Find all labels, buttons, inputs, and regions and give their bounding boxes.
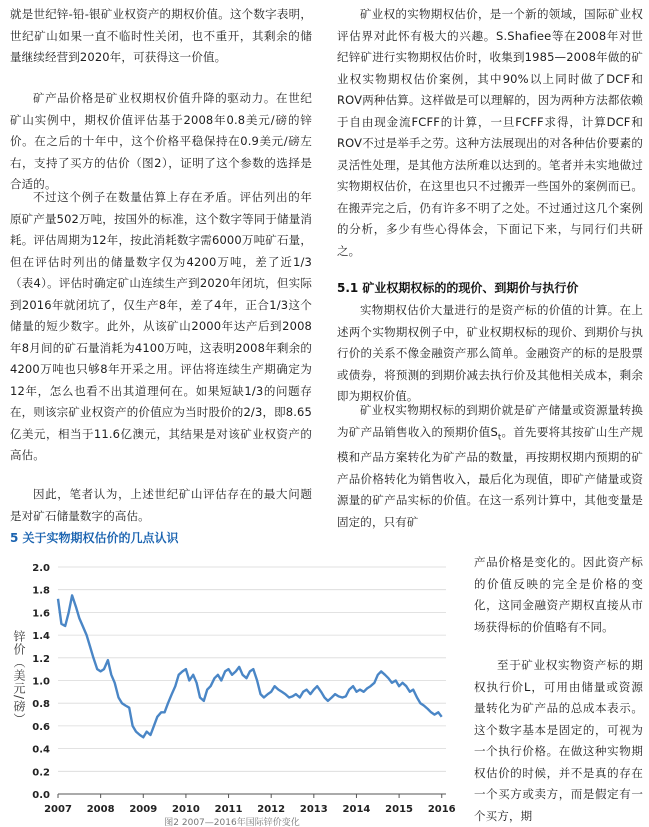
right-paragraph-3 bbox=[337, 400, 643, 533]
y-tick-label: 1.6 bbox=[32, 608, 50, 620]
zinc-price-series-line bbox=[58, 595, 442, 737]
x-tick-label: 2015 bbox=[385, 804, 414, 815]
chart-caption: 图2 2007—2016年国际锌价变化 bbox=[164, 818, 300, 826]
y-tick-label: 1.2 bbox=[32, 653, 50, 665]
x-tick-label: 2007 bbox=[44, 804, 72, 815]
y-tick-label: 1.4 bbox=[32, 631, 50, 643]
right-paragraph-1: 矿业权的实物期权估价，是一个新的领域，国际矿业权评估界对此怀有极大的兴趣。S.Shafiee等在2008年对世纪锌矿进行实物期权估价时，收集到1985—2008年做的矿业权实物期权估价案例，其中90%以上同时做了DCF和ROV两种估算。这样做是可以理解的，因为两种方法都依赖于自由现金流FCFF的计算，一旦FCFF求得，计算DCF和ROV不过是举手之劳。这种方法展现出的对各种估价要素的灵活性处理，是其他方法所难以达到的。笔者并未实地做过实物期权估价，在这里也只不过搬弄一些国外的案例而已。在搬弄完之后，仍有许多不明了之处。不过通过这几个案例的分析，多少有些心得体会，下面记下来，与同行们共研之。 bbox=[337, 7, 643, 258]
y-tick-label: 0.8 bbox=[32, 699, 50, 711]
y-tick-label: 1.0 bbox=[32, 676, 50, 688]
left-paragraph-3: 不过这个例子在数量估算上存在矛盾。评估列出的年原矿产量502万吨，按国外的标准，这个数字等同于储量消耗。评估周期为12年，按此消耗数字需6000万吨矿石量，但在评估时列出的储量数字仅为4200万吨，差了近1/3（表4）。评估时确定矿山连续生产到2020年闭坑，但实际到2016年就闭坑了，仅生产8年，差了4年，正合1/3这个储量的短少数字。此外，从该矿山2000年达产后到2008年8月间的矿石量消耗为4100万吨，这表明2008年剩余的4200万吨也只够8年开采之用。评估将连续生产期确定为12年，怎么也看不出其道理何在。如果短缺1/3的问题存在，则该宗矿业权资产的价值应为当时股价的2/3，即8.65亿美元，相当于11.6亿澳元，其结果是对该矿业权资产的高估。 bbox=[10, 190, 312, 462]
y-tick-label: 0.4 bbox=[32, 744, 50, 756]
right-paragraph-3-text: 矿业权实物期权标的到期价就是矿产储量或资源量转换为矿产品销售收入的预期价值S bbox=[337, 403, 643, 439]
x-tick-label: 2009 bbox=[129, 804, 158, 815]
left-paragraph-1: 就是世纪锌-铅-银矿业权资产的期权价值。这个数字表明，世纪矿山如果一直不临时性关闭，也不重开，其剩余的储量继续经营到2020年，可获得这一价值。 bbox=[10, 7, 312, 64]
chart-svg bbox=[0, 553, 466, 826]
x-tick-label: 2012 bbox=[257, 804, 286, 815]
y-tick-label: 1.8 bbox=[32, 585, 50, 597]
x-tick-label: 2008 bbox=[86, 804, 115, 815]
zinc-price-chart bbox=[0, 553, 466, 826]
x-tick-label: 2014 bbox=[342, 804, 371, 815]
right-paragraph-5: 至于矿业权实物资产标的期权执行价L，可用由储量或资源量转化为矿产品的总成本表示。这个数字基本是固定的，可视为一个执行价格。在做这种实物期权估价的时候，并不是真的存在一个买方或卖方，而是假定有一个买方，期 bbox=[474, 658, 643, 823]
subsection-heading: 5.1 矿业权期权标的的现价、到期价与执行价 bbox=[337, 281, 579, 295]
y-tick-label: 0.2 bbox=[32, 767, 50, 779]
y-tick-label: 0.6 bbox=[32, 721, 50, 733]
x-tick-label: 2011 bbox=[214, 804, 243, 815]
x-tick-label: 2013 bbox=[299, 804, 328, 815]
right-paragraph-3-cont: 。首先要将其按矿山生产规模和产品方案转化为矿产品的数量，再按期权期内预期的矿产品价格转化为销售收入，最后化为现值，即矿产储量或资源量的矿产品实标的价值。在这一系列计算中，其他变量是固定的，只有矿 bbox=[337, 424, 643, 529]
subscript-t: t bbox=[497, 431, 502, 441]
x-tick-label: 2016 bbox=[427, 804, 456, 815]
y-tick-label: 0.0 bbox=[32, 790, 50, 801]
x-tick-label: 2010 bbox=[171, 804, 200, 815]
left-paragraph-4: 因此，笔者认为，上述世纪矿山评估存在的最大问题是对矿石储量数字的高估。 bbox=[10, 487, 312, 523]
y-axis-label: 锌价（美元/磅） bbox=[12, 630, 26, 727]
right-paragraph-4: 产品价格是变化的。因此资产标的价值反映的完全是价格的变化，这同金融资产期权直接从市场获得标的价值略有不同。 bbox=[474, 555, 643, 634]
right-paragraph-2: 实物期权估价大量进行的是资产标的价值的计算。在上述两个实物期权例子中，矿业权期权标的现价、到期价与执行价的关系不像金融资产那么简单。金融资产的标的是股票或债券，将预测的到期价减去执行价及其他相关成本，剩余即为期权价值。 bbox=[337, 303, 643, 403]
y-tick-label: 2.0 bbox=[32, 563, 50, 574]
left-paragraph-2: 矿产品价格是矿业权期权价值升降的驱动力。在世纪矿山实例中，期权价值评估基于2008年0.8美元/磅的锌价。在之后的十年中，这个价格平稳保持在0.9美元/磅左右，支持了买方的估价（图2），证明了这个参数的选择是合适的。 bbox=[10, 91, 312, 191]
section-heading: 5 关于实物期权估价的几点认识 bbox=[10, 531, 179, 545]
